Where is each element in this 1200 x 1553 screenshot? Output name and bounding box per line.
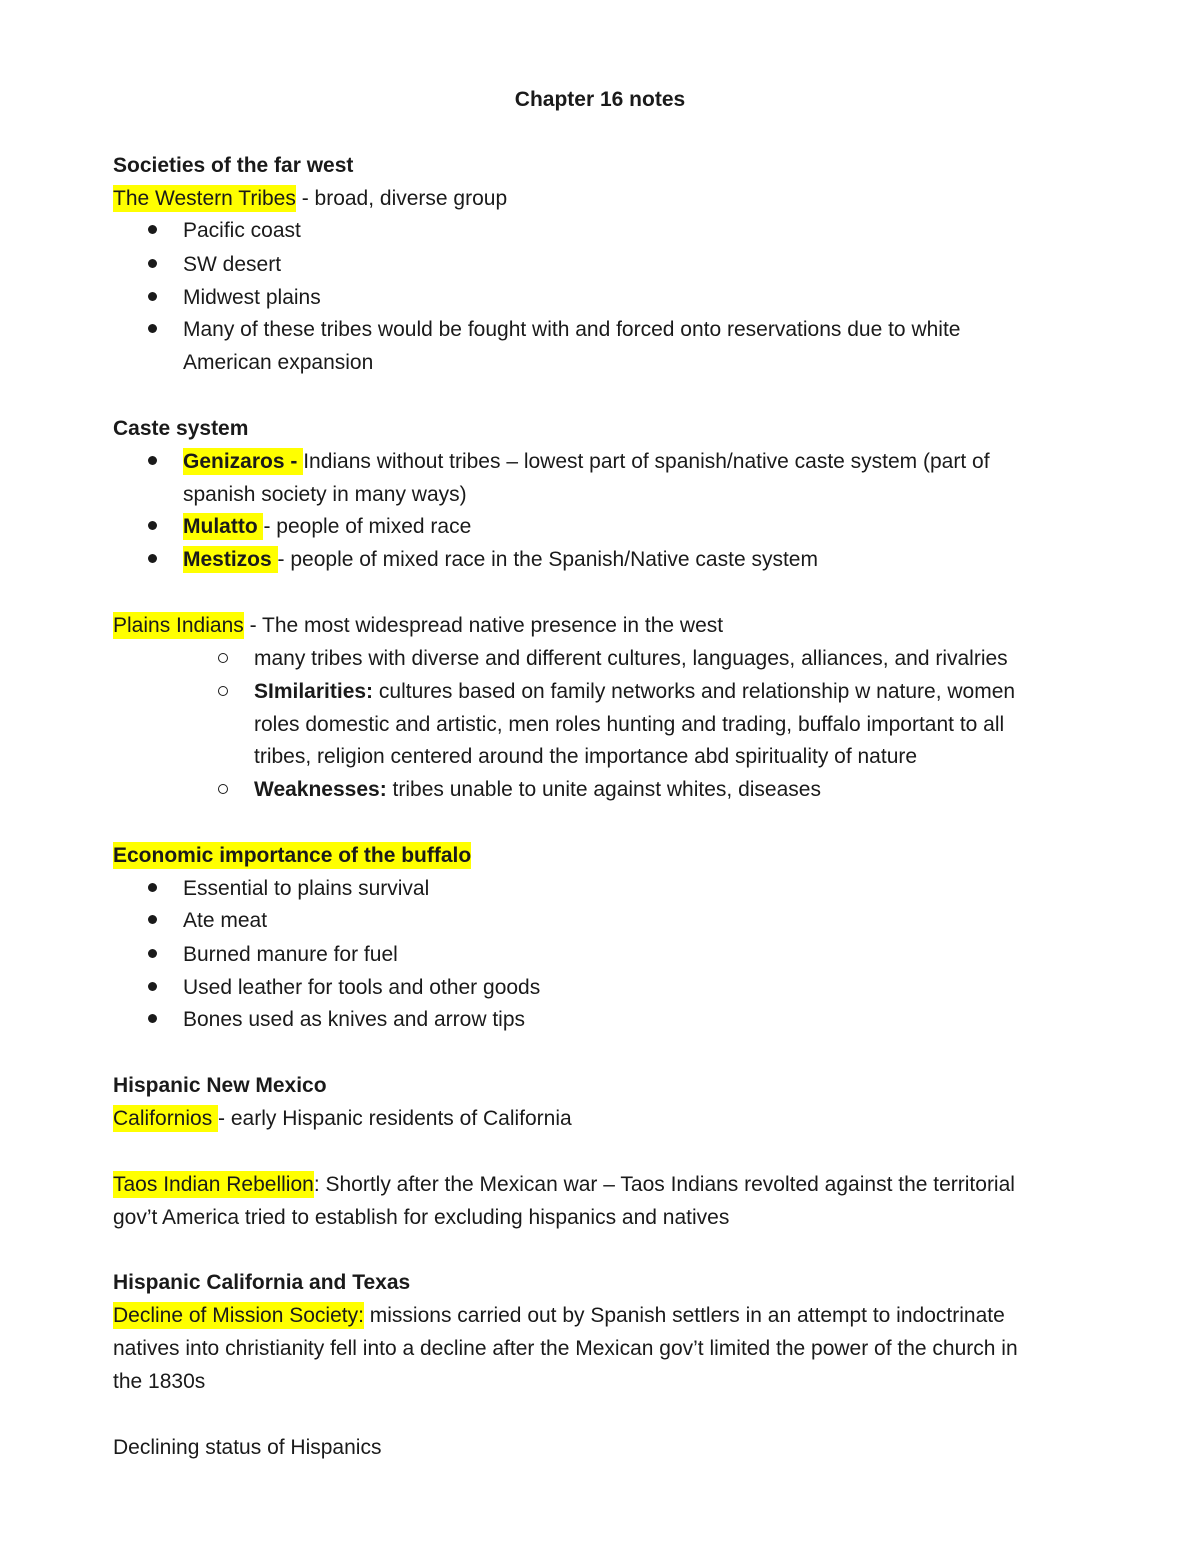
- highlighted-term: Mestizos: [183, 548, 278, 571]
- section-heading-hispanic-new-mexico: Hispanic New Mexico: [113, 1074, 327, 1097]
- circle-bullet-icon: [218, 775, 228, 805]
- list-item: [183, 512, 471, 542]
- bullet-icon: [148, 973, 157, 1003]
- section-heading-societies: Societies of the far west: [113, 154, 354, 177]
- sub-list-item: [254, 775, 821, 805]
- sub-label: SImilarities:: [254, 680, 374, 703]
- list-item: Burned manure for fuel: [183, 943, 398, 966]
- sub-list-item: [254, 677, 1015, 707]
- mission-society-continuation: the 1830s: [113, 1370, 206, 1393]
- list-item: Pacific coast: [183, 219, 301, 242]
- taos-rebellion-continuation: gov’t America tried to establish for excluding hispanics and natives: [113, 1206, 730, 1229]
- mission-society-continuation: natives into christianity fell into a decline after the Mexican gov’t limited the power of the church in: [113, 1337, 1018, 1360]
- sub-text: tribes unable to unite against whites, diseases: [386, 778, 821, 801]
- bullet-icon: [148, 283, 157, 313]
- bullet-icon: [148, 315, 157, 345]
- highlighted-term: Californios: [113, 1107, 219, 1130]
- bullet-icon: [148, 216, 157, 246]
- sub-label: Weaknesses:: [254, 778, 387, 801]
- list-item: Many of these tribes would be fought with and forced onto reservations due to white: [183, 318, 961, 341]
- taos-rebellion-line: [113, 1170, 1015, 1200]
- bullet-icon: [148, 940, 157, 970]
- definition-text: - broad, diverse group: [295, 187, 508, 210]
- list-item: Midwest plains: [183, 286, 321, 309]
- highlighted-term: Plains Indians: [113, 614, 244, 637]
- definition-text: - The most widespread native presence in the west: [243, 614, 724, 637]
- bullet-icon: [148, 447, 157, 477]
- western-tribes-line: [113, 184, 507, 214]
- highlighted-term: The Western Tribes: [113, 187, 296, 210]
- definition-text: - people of mixed race in the Spanish/Native caste system: [277, 548, 818, 571]
- section-heading-caste: Caste system: [113, 417, 249, 440]
- circle-bullet-icon: [218, 644, 228, 674]
- list-item-continuation: spanish society in many ways): [183, 483, 467, 506]
- page-title: Chapter 16 notes: [514, 88, 686, 111]
- plains-indians-line: [113, 611, 723, 641]
- bullet-icon: [148, 512, 157, 542]
- list-item-continuation: American expansion: [183, 351, 374, 374]
- highlighted-term: Taos Indian Rebellion: [113, 1173, 314, 1196]
- bullet-icon: [148, 874, 157, 904]
- definition-text: : Shortly after the Mexican war – Taos Indians revolted against the territorial: [313, 1173, 1015, 1196]
- highlighted-term: Mulatto: [183, 515, 264, 538]
- bullet-icon: [148, 1005, 157, 1035]
- list-item: SW desert: [183, 253, 282, 276]
- list-item: Used leather for tools and other goods: [183, 976, 541, 999]
- list-item: [183, 447, 990, 477]
- list-item: Bones used as knives and arrow tips: [183, 1008, 526, 1031]
- highlighted-term: Decline of Mission Society:: [113, 1304, 364, 1327]
- declining-status-heading: Declining status of Hispanics: [113, 1436, 382, 1459]
- sub-list-item-continuation: tribes, religion centered around the importance abd spirituality of nature: [254, 745, 918, 768]
- definition-text: missions carried out by Spanish settlers in an attempt to indoctrinate: [363, 1304, 1005, 1327]
- list-item: Ate meat: [183, 909, 268, 932]
- list-item: Essential to plains survival: [183, 877, 430, 900]
- list-item: [183, 545, 818, 575]
- highlighted-term: Genizaros -: [183, 450, 304, 473]
- definition-text: - people of mixed race: [263, 515, 472, 538]
- sub-list-item: many tribes with diverse and different cultures, languages, alliances, and rivalries: [254, 647, 1008, 670]
- buffalo-heading: [113, 841, 471, 871]
- section-heading-hispanic-california-texas: Hispanic California and Texas: [113, 1271, 411, 1294]
- definition-text: - early Hispanic residents of California: [218, 1107, 572, 1130]
- mission-society-line: [113, 1301, 1005, 1331]
- californios-line: [113, 1104, 572, 1134]
- circle-bullet-icon: [218, 677, 228, 707]
- bullet-icon: [148, 906, 157, 936]
- sub-text: cultures based on family networks and relationship w nature, women: [373, 680, 1016, 703]
- definition-text: Indians without tribes – lowest part of spanish/native caste system (part of: [303, 450, 990, 473]
- highlighted-term: Economic importance of the buffalo: [113, 844, 472, 867]
- bullet-icon: [148, 250, 157, 280]
- bullet-icon: [148, 545, 157, 575]
- sub-list-item-continuation: roles domestic and artistic, men roles hunting and trading, buffalo important to all: [254, 713, 1005, 736]
